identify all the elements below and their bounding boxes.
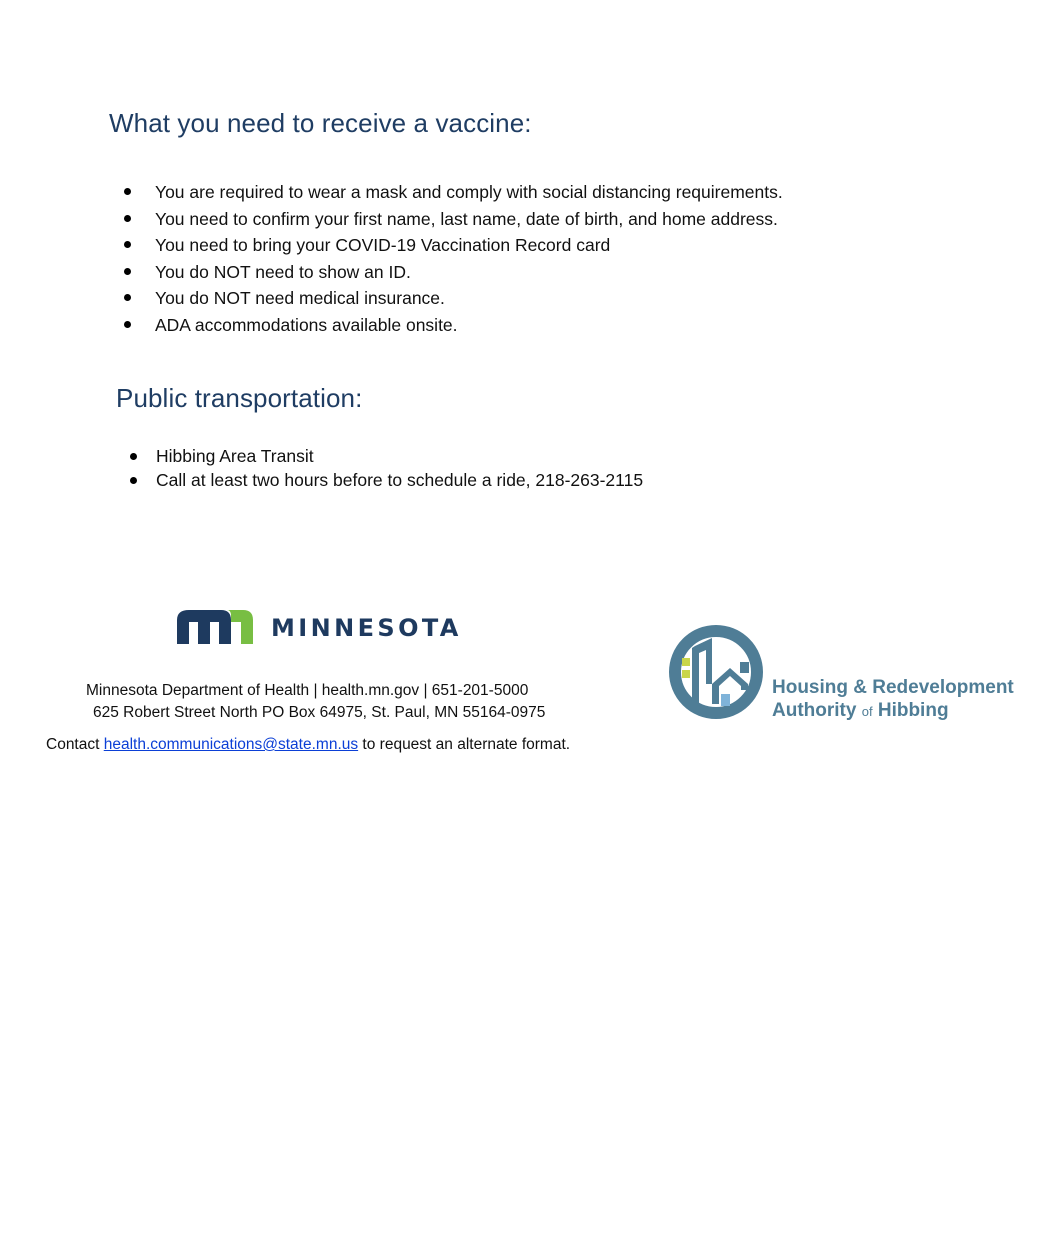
department-contact-line: Minnesota Department of Health | health.mn.gov | 651-201-5000 — [86, 682, 529, 699]
bullet-icon — [124, 321, 131, 328]
bullet-icon — [124, 268, 131, 275]
hra-wordmark — [772, 676, 1014, 723]
list-item-text: You do NOT need medical insurance. — [155, 288, 445, 309]
list-item-text: You do NOT need to show an ID. — [155, 261, 411, 282]
list-item — [156, 445, 643, 469]
vaccine-requirements-list — [155, 180, 783, 340]
department-address-line: 625 Robert Street North PO Box 64975, St. Paul, MN 55164-0975 — [93, 704, 546, 721]
alternate-format-line — [46, 736, 570, 754]
list-item — [155, 233, 783, 260]
public-transportation-list — [156, 445, 643, 493]
minnesota-logo — [177, 606, 477, 646]
public-transportation-heading: Public transportation: — [116, 383, 363, 413]
list-item-text: You need to confirm your first name, last name, date of birth, and home address. — [155, 208, 778, 229]
list-item — [155, 260, 783, 287]
list-item-text: Hibbing Area Transit — [156, 446, 314, 466]
bullet-icon — [130, 477, 137, 484]
email-link[interactable]: health.communications@state.mn.us — [103, 736, 359, 753]
hra-of-text: of — [861, 704, 873, 719]
list-item-text: You are required to wear a mask and comply with social distancing requirements. — [155, 182, 783, 202]
list-item-text: Call at least two hours before to schedule a ride, 218-263-2115 — [156, 470, 644, 490]
list-item — [155, 286, 783, 313]
hra-hibbing-text: Hibbing — [877, 700, 949, 721]
list-item — [156, 469, 643, 493]
list-item — [155, 180, 783, 207]
bullet-icon — [124, 241, 131, 248]
bullet-icon — [124, 215, 131, 222]
bullet-icon — [124, 188, 131, 195]
list-item — [155, 207, 783, 234]
list-item-text: ADA accommodations available onsite. — [155, 314, 458, 335]
mn-logomark-icon — [177, 608, 257, 644]
list-item-text: You need to bring your COVID-19 Vaccination Record card — [155, 235, 611, 256]
vaccine-requirements-heading: What you need to receive a vaccine: — [109, 108, 532, 138]
bullet-icon — [124, 294, 131, 301]
alternate-format-prefix: Contact — [46, 736, 104, 753]
hra-wordmark-line-2 — [772, 699, 1014, 723]
hra-wordmark-line-1: Housing & Redevelopment — [772, 677, 1014, 698]
hra-authority-text: Authority — [772, 700, 857, 721]
bullet-icon — [130, 453, 137, 460]
minnesota-wordmark: MINNESOTA — [271, 614, 462, 642]
list-item — [155, 313, 783, 340]
hra-house-logo-icon — [668, 624, 764, 720]
alternate-format-suffix: to request an alternate format. — [358, 736, 571, 753]
